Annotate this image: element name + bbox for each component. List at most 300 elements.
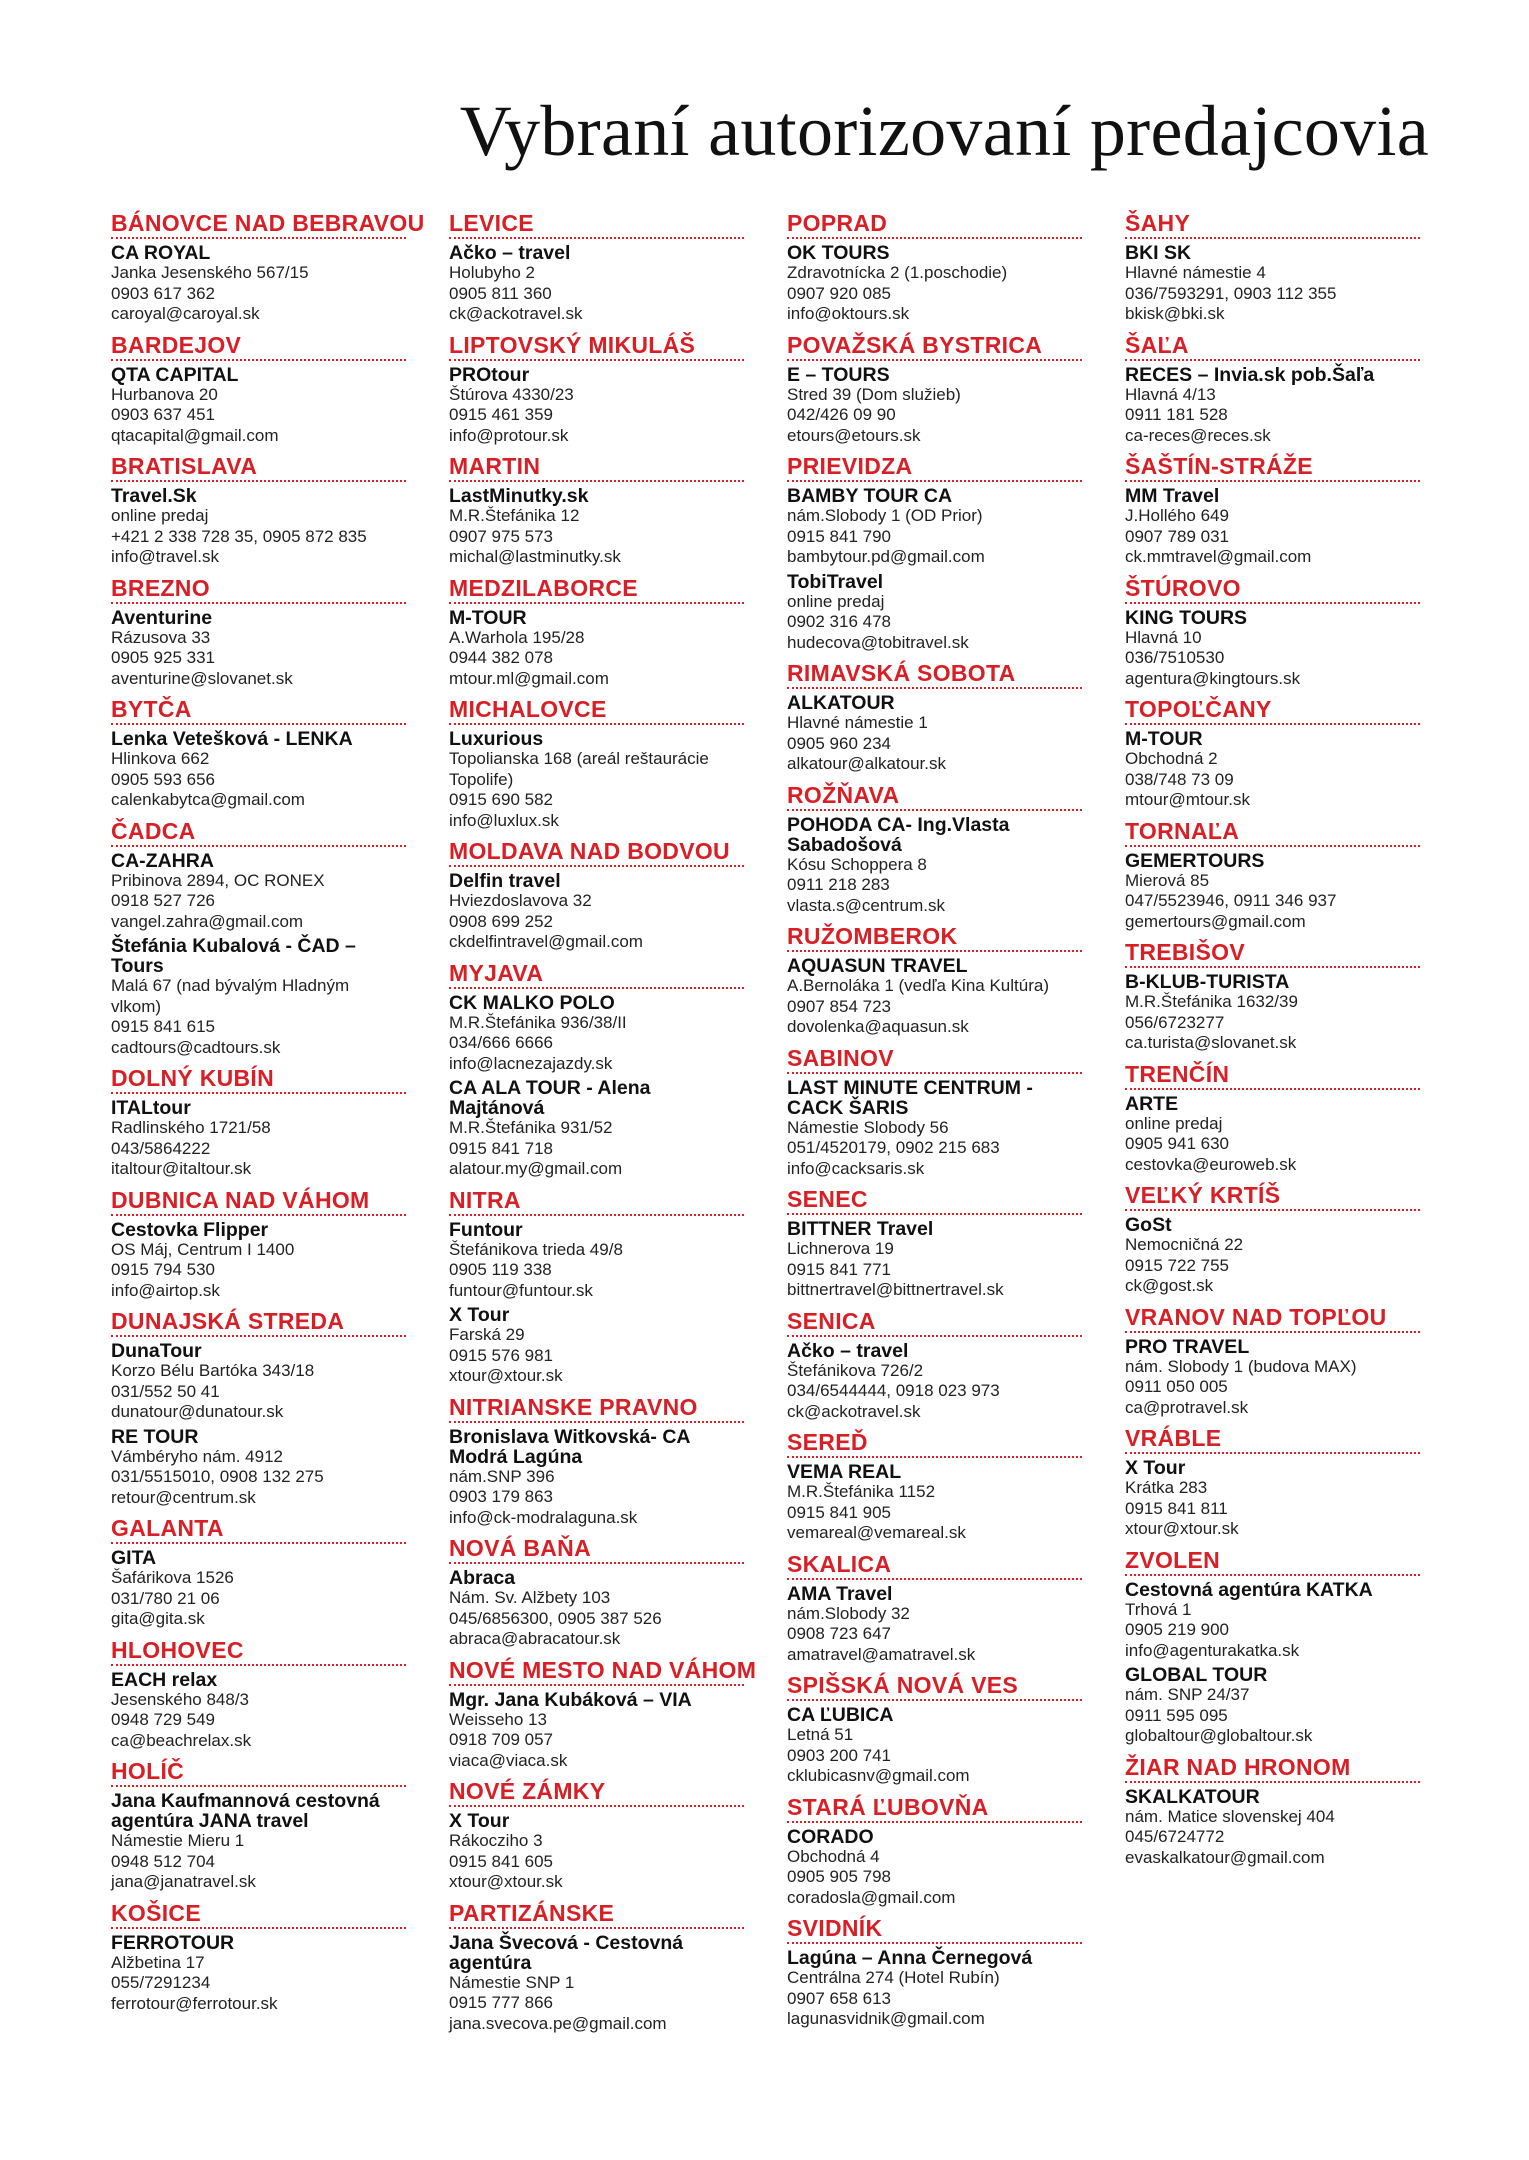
agency-entry — [449, 486, 744, 568]
city-heading: SENICA — [787, 1308, 1082, 1337]
agency-name: GITA — [111, 1547, 157, 1569]
agency-address: Rákocziho 3 — [449, 1831, 543, 1850]
city-heading: SKALICA — [787, 1551, 1082, 1580]
city-section — [1125, 939, 1420, 1054]
agency-name: X Tour — [449, 1810, 510, 1832]
city-section — [111, 1900, 406, 2015]
agency-name: MM Travel — [1125, 485, 1220, 507]
city-section — [449, 210, 744, 325]
agency-name: EACH relax — [111, 1668, 218, 1691]
agency-entry — [111, 608, 406, 690]
agency-name: Cestovka Flipper — [111, 1218, 269, 1241]
agency-entry — [787, 243, 1082, 325]
agency-email: ck@gost.sk — [1125, 1276, 1214, 1295]
agency-name: CA ALA TOUR - Alena Majtánová — [449, 1077, 651, 1119]
agency-entry — [111, 365, 406, 447]
agency-entry — [449, 993, 744, 1075]
agency-name: VEMA REAL — [787, 1461, 902, 1483]
agency-name: M-TOUR — [1125, 728, 1203, 750]
agency-name: CORADO — [787, 1825, 874, 1848]
city-heading: NOVÉ MESTO NAD VÁHOM — [449, 1657, 744, 1686]
agency-address: Korzo Bélu Bartóka 343/18 — [111, 1361, 315, 1380]
city-heading: VRÁBLE — [1125, 1425, 1420, 1454]
agency-phone: 0915 690 582 — [449, 790, 553, 809]
agency-name: B-KLUB-TURISTA — [1125, 971, 1290, 993]
city-section — [449, 838, 744, 953]
agency-entry — [1125, 1094, 1420, 1176]
agency-entry — [787, 1584, 1082, 1666]
city-heading: TOPOĽČANY — [1125, 696, 1420, 725]
agency-email: xtour@xtour.sk — [1125, 1519, 1239, 1538]
agency-phone: 0903 617 362 — [111, 283, 215, 303]
city-section — [1125, 1182, 1420, 1297]
agency-address: Mierová 85 — [1125, 870, 1210, 890]
agency-entry — [111, 1933, 406, 2015]
agency-email: evaskalkatour@gmail.com — [1125, 1847, 1325, 1867]
agency-name: Aventurine — [111, 606, 213, 629]
agency-phone: 0911 050 005 — [1125, 1377, 1228, 1396]
city-heading: LEVICE — [449, 210, 744, 239]
agency-phone: 0915 576 981 — [449, 1345, 553, 1365]
agency-entry — [111, 1670, 406, 1752]
agency-entry — [1125, 365, 1420, 447]
agency-phone: 0915 841 771 — [787, 1259, 891, 1279]
agency-entry — [449, 365, 744, 447]
city-section — [787, 1915, 1082, 2030]
agency-name: QTA CAPITAL — [111, 363, 239, 386]
agency-entry — [111, 729, 406, 811]
agency-address: Vámbéryho nám. 4912 — [111, 1446, 283, 1466]
agency-phone: 0915 841 905 — [787, 1502, 891, 1522]
agency-address: A.Warhola 195/28 — [449, 627, 585, 647]
agency-phone: 0915 794 530 — [111, 1260, 215, 1279]
agency-phone: 0905 119 338 — [449, 1260, 552, 1279]
agency-entry — [787, 1219, 1082, 1301]
agency-name: RE TOUR — [111, 1425, 199, 1448]
city-section — [111, 332, 406, 447]
agency-phone: 055/7291234 — [111, 1973, 211, 1992]
agency-entry — [1125, 1458, 1420, 1540]
agency-entry — [1125, 243, 1420, 325]
agency-email: etours@etours.sk — [787, 425, 921, 445]
city-section — [449, 453, 744, 568]
agency-entry — [111, 1427, 406, 1509]
city-section — [787, 453, 1082, 653]
agency-phone: 0907 789 031 — [1125, 526, 1229, 546]
agency-address: nám.Slobody 32 — [787, 1603, 910, 1623]
agency-phone: 0905 219 900 — [1125, 1620, 1229, 1639]
agency-entry — [449, 608, 744, 690]
city-heading: ŠAĽA — [1125, 332, 1420, 361]
agency-email: retour@centrum.sk — [111, 1487, 256, 1507]
agency-phone: 036/7593291, 0903 112 355 — [1125, 283, 1337, 303]
city-section — [449, 332, 744, 447]
agency-phone: 0905 925 331 — [111, 648, 215, 667]
agency-email: ferrotour@ferrotour.sk — [111, 1993, 278, 2013]
agency-entry — [787, 1705, 1082, 1787]
agency-name: CA ĽUBICA — [787, 1704, 894, 1726]
city-section — [1125, 1425, 1420, 1540]
agency-entry — [449, 1305, 744, 1387]
agency-email: qtacapital@gmail.com — [111, 425, 279, 445]
city-heading: RUŽOMBEROK — [787, 923, 1082, 952]
city-section — [787, 660, 1082, 775]
agency-email: ck@ackotravel.sk — [787, 1401, 921, 1421]
agency-name: ITALtour — [111, 1097, 191, 1119]
city-heading: BREZNO — [111, 575, 406, 604]
agency-email: info@travel.sk — [111, 547, 219, 566]
agency-email: cadtours@cadtours.sk — [111, 1037, 281, 1057]
city-heading: SABINOV — [787, 1045, 1082, 1074]
agency-name: BKI SK — [1125, 242, 1192, 264]
agency-phone: 0907 975 573 — [449, 526, 553, 546]
agency-email: mtour@mtour.sk — [1125, 790, 1250, 809]
city-heading: HLOHOVEC — [111, 1637, 406, 1666]
agency-entry — [111, 1341, 406, 1423]
city-heading: BÁNOVCE NAD BEBRAVOU — [111, 210, 406, 239]
agency-address: Janka Jesenského 567/15 — [111, 263, 309, 282]
city-section — [787, 210, 1082, 325]
agency-address: online predaj — [111, 506, 209, 525]
city-heading: MARTIN — [449, 453, 744, 482]
city-heading: KOŠICE — [111, 1900, 406, 1929]
city-section — [111, 210, 425, 325]
agency-detail: vlkom) — [111, 996, 162, 1016]
agency-phone: 0918 527 726 — [111, 891, 215, 910]
city-section — [787, 1045, 1082, 1180]
agency-address: Štúrova 4330/23 — [449, 384, 574, 404]
city-section — [449, 575, 744, 690]
city-heading: POVAŽSKÁ BYSTRICA — [787, 332, 1082, 361]
agency-name: Ačko – travel — [449, 242, 571, 264]
agency-address: M.R.Štefánika 1632/39 — [1125, 992, 1298, 1011]
agency-entry — [449, 729, 744, 831]
agency-phone: 0918 709 057 — [449, 1730, 553, 1749]
column-4 — [1125, 210, 1420, 1875]
agency-name: Abraca — [449, 1567, 516, 1589]
agency-email: bkisk@bki.sk — [1125, 304, 1225, 323]
agency-address: Obchodná 4 — [787, 1846, 880, 1866]
city-heading: MYJAVA — [449, 960, 744, 989]
agency-name: CA ROYAL — [111, 242, 211, 264]
agency-name: TobiTravel — [787, 570, 884, 593]
agency-email: lagunasvidnik@gmail.com — [787, 2009, 985, 2028]
agency-address: Hlinkova 662 — [111, 749, 210, 768]
city-heading: NOVÁ BAŇA — [449, 1535, 744, 1564]
agency-phone: 0905 905 798 — [787, 1867, 891, 1886]
agency-phone: 042/426 09 90 — [787, 405, 896, 424]
agency-name: CA-ZAHRA — [111, 849, 214, 872]
agency-phone: 0907 658 613 — [787, 1988, 891, 2008]
agency-name: DunaTour — [111, 1340, 202, 1362]
agency-phone: 0911 181 528 — [1125, 405, 1228, 424]
agency-email: gita@gita.sk — [111, 1609, 205, 1628]
city-section — [1125, 1304, 1420, 1419]
agency-address: A.Bernoláka 1 (vedľa Kina Kultúra) — [787, 976, 1049, 995]
agency-address: nám.Slobody 1 (OD Prior) — [787, 506, 983, 525]
agency-detail: Topolife) — [449, 769, 514, 789]
city-heading: LIPTOVSKÝ MIKULÁŠ — [449, 332, 744, 361]
city-heading: PARTIZÁNSKE — [449, 1900, 744, 1929]
city-heading: DUBNICA NAD VÁHOM — [111, 1187, 406, 1216]
city-heading: POPRAD — [787, 210, 1082, 239]
agency-name: Lenka Vetešková - LENKA — [111, 728, 353, 750]
agency-address: Hlavné námestie 4 — [1125, 263, 1266, 282]
agency-email: info@ck-modralaguna.sk — [449, 1507, 638, 1527]
agency-address: Obchodná 2 — [1125, 749, 1218, 768]
city-heading: TORNAĽA — [1125, 818, 1420, 847]
agency-address: Farská 29 — [449, 1325, 525, 1344]
agency-address: Nám. Sv. Alžbety 103 — [449, 1588, 611, 1607]
agency-phone: 047/5523946, 0911 346 937 — [1125, 891, 1337, 910]
page-title: Vybraní autorizovaní predajcovia — [459, 91, 1429, 171]
agency-address: Hviezdoslavova 32 — [449, 891, 592, 910]
agency-address: Hurbanova 20 — [111, 384, 218, 404]
agency-address: M.R.Štefánika 1152 — [787, 1482, 936, 1501]
agency-name: AQUASUN TRAVEL — [787, 955, 968, 977]
agency-email: bittnertravel@bittnertravel.sk — [787, 1280, 1004, 1299]
city-heading: SEREĎ — [787, 1429, 1082, 1458]
agency-entry — [449, 1078, 744, 1180]
agency-address: Štefánikova trieda 49/8 — [449, 1239, 623, 1259]
city-heading: ŠAŠTÍN-STRÁŽE — [1125, 453, 1420, 482]
agency-entry — [111, 243, 406, 325]
agency-email: dovolenka@aquasun.sk — [787, 1017, 969, 1036]
agency-name: OK TOURS — [787, 242, 890, 264]
agency-name: RECES – Invia.sk pob.Šaľa — [1125, 363, 1375, 386]
agency-email: jana@janatravel.sk — [111, 1872, 256, 1891]
agency-email: ca-reces@reces.sk — [1125, 425, 1271, 445]
city-section — [449, 1656, 757, 1772]
agency-email: cestovka@euroweb.sk — [1125, 1154, 1297, 1174]
agency-name: BITTNER Travel — [787, 1218, 934, 1240]
agency-phone: 0911 218 283 — [787, 875, 890, 894]
agency-entry — [449, 1811, 744, 1893]
agency-name: KING TOURS — [1125, 606, 1248, 629]
agency-address: nám. Slobody 1 (budova MAX) — [1125, 1356, 1357, 1376]
city-section — [111, 575, 406, 690]
agency-name: Jana Švecová - Cestovná agentúra — [449, 1931, 684, 1974]
agency-address: online predaj — [787, 591, 885, 611]
agency-email: alatour.my@gmail.com — [449, 1159, 623, 1178]
agency-email: info@lacnezajazdy.sk — [449, 1053, 613, 1073]
city-section — [787, 1429, 1082, 1544]
city-heading: SPIŠSKÁ NOVÁ VES — [787, 1672, 1082, 1701]
city-section — [449, 1900, 744, 2035]
agency-email: jana.svecova.pe@gmail.com — [449, 2013, 667, 2033]
agency-email: caroyal@caroyal.sk — [111, 304, 260, 323]
agency-phone: 0907 920 085 — [787, 283, 891, 303]
city-section — [111, 1637, 406, 1752]
agency-email: abraca@abracatour.sk — [449, 1629, 621, 1648]
agency-address: Rázusova 33 — [111, 627, 211, 647]
city-section — [111, 1515, 406, 1630]
city-section — [787, 782, 1082, 917]
agency-name: SKALKATOUR — [1125, 1785, 1260, 1808]
city-heading: MICHALOVCE — [449, 696, 744, 725]
agency-name: PRO TRAVEL — [1125, 1335, 1250, 1358]
city-heading: BARDEJOV — [111, 332, 406, 361]
agency-entry — [1125, 486, 1420, 568]
column-3 — [787, 210, 1082, 2037]
agency-entry — [449, 871, 744, 953]
agency-entry — [787, 1462, 1082, 1544]
city-heading: ŠAHY — [1125, 210, 1420, 239]
agency-phone: 045/6856300, 0905 387 526 — [449, 1608, 662, 1628]
agency-address: Holubyho 2 — [449, 263, 536, 282]
agency-address: M.R.Štefánika 931/52 — [449, 1118, 613, 1137]
city-section — [1125, 696, 1420, 811]
agency-name: BAMBY TOUR CA — [787, 485, 953, 507]
agency-phone: 0905 593 656 — [111, 769, 215, 789]
agency-phone: 036/7510530 — [1125, 648, 1225, 667]
agency-phone: 0915 841 718 — [449, 1138, 553, 1158]
agency-entry — [787, 1948, 1082, 2030]
agency-entry — [787, 572, 1082, 654]
agency-entry — [111, 486, 406, 568]
city-section — [449, 1778, 744, 1893]
agency-entry — [787, 486, 1082, 568]
agency-address: Hlavná 4/13 — [1125, 384, 1216, 404]
agency-entry — [1125, 1337, 1420, 1419]
agency-email: xtour@xtour.sk — [449, 1872, 563, 1891]
agency-name: M-TOUR — [449, 606, 527, 629]
agency-name: Jana Kaufmannová cestovná agentúra JANA travel — [111, 1790, 380, 1832]
agency-phone: 034/6544444, 0918 023 973 — [787, 1381, 1000, 1400]
agency-phone: 0944 382 078 — [449, 648, 553, 667]
city-heading: MEDZILABORCE — [449, 575, 744, 604]
city-section — [1125, 1547, 1420, 1747]
agency-entry — [787, 1078, 1082, 1180]
agency-name: Mgr. Jana Kubáková – VIA — [449, 1688, 692, 1711]
agency-name: FERROTOUR — [111, 1931, 235, 1954]
agency-entry — [449, 243, 744, 325]
agency-phone: 031/552 50 41 — [111, 1381, 220, 1401]
city-section — [449, 696, 744, 831]
agency-phone: 0908 699 252 — [449, 911, 553, 931]
agency-address: Krátka 283 — [1125, 1478, 1208, 1497]
column-2 — [449, 210, 757, 2041]
city-section — [449, 1187, 744, 1387]
agency-entry — [787, 815, 1082, 917]
agency-address: M.R.Štefánika 12 — [449, 506, 580, 525]
agency-address: M.R.Štefánika 936/38/II — [449, 1012, 627, 1032]
agency-name: ARTE — [1125, 1092, 1179, 1115]
agency-email: italtour@italtour.sk — [111, 1159, 252, 1178]
agency-name: CK MALKO POLO — [449, 991, 615, 1014]
agency-entry — [111, 1220, 406, 1302]
city-section — [449, 960, 744, 1180]
agency-phone: 0905 960 234 — [787, 733, 891, 753]
agency-address: Námestie Mieru 1 — [111, 1831, 245, 1850]
city-heading: ZVOLEN — [1125, 1547, 1420, 1576]
agency-address: nám. SNP 24/37 — [1125, 1685, 1250, 1704]
agency-email: ckdelfintravel@gmail.com — [449, 932, 643, 951]
agency-email: aventurine@slovanet.sk — [111, 668, 293, 688]
agency-entry — [1125, 729, 1420, 811]
agency-email: alkatour@alkatour.sk — [787, 754, 947, 773]
agency-phone: 0905 811 360 — [449, 283, 552, 303]
city-heading: SENEC — [787, 1186, 1082, 1215]
agency-email: viaca@viaca.sk — [449, 1750, 568, 1770]
city-heading: MOLDAVA NAD BODVOU — [449, 838, 744, 867]
city-section — [111, 818, 406, 1059]
agency-entry — [1125, 1215, 1420, 1297]
agency-name: Štefánia Kubalová - ČAD – Tours — [111, 935, 356, 977]
city-heading: BRATISLAVA — [111, 453, 406, 482]
city-section — [787, 1186, 1082, 1301]
agency-entry — [449, 1220, 744, 1302]
agency-entry — [1125, 608, 1420, 690]
city-heading: TREBIŠOV — [1125, 939, 1420, 968]
city-section — [1125, 210, 1420, 325]
agency-name: X Tour — [1125, 1457, 1186, 1479]
agency-phone: 038/748 73 09 — [1125, 769, 1234, 789]
agency-email: info@protour.sk — [449, 425, 569, 445]
agency-name: LastMinutky.sk — [449, 485, 589, 507]
agency-address: Radlinského 1721/58 — [111, 1118, 271, 1137]
city-heading: NITRA — [449, 1187, 744, 1216]
agency-entry — [449, 1568, 744, 1650]
city-section — [449, 1394, 744, 1529]
agency-entry — [449, 1933, 744, 2035]
city-section — [111, 1187, 406, 1302]
agency-phone: 0903 200 741 — [787, 1745, 891, 1765]
city-heading: VRANOV NAD TOPĽOU — [1125, 1304, 1420, 1333]
city-heading: PRIEVIDZA — [787, 453, 1082, 482]
agency-address: Stred 39 (Dom služieb) — [787, 384, 961, 404]
agency-entry — [449, 1690, 744, 1772]
city-heading: RIMAVSKÁ SOBOTA — [787, 660, 1082, 689]
agency-email: info@oktours.sk — [787, 304, 910, 323]
agency-phone: 0915 841 811 — [1125, 1498, 1228, 1518]
city-heading: ŠTÚROVO — [1125, 575, 1420, 604]
agency-address: Malá 67 (nad bývalým Hladným — [111, 976, 350, 995]
city-section — [787, 1672, 1082, 1787]
city-section — [111, 1758, 406, 1893]
column-1 — [111, 210, 425, 2021]
agency-phone: 056/6723277 — [1125, 1012, 1225, 1032]
agency-address: Nemocničná 22 — [1125, 1235, 1244, 1254]
agency-address: Pribinova 2894, OC RONEX — [111, 870, 325, 890]
city-section — [111, 1308, 406, 1508]
agency-email: cklubicasnv@gmail.com — [787, 1766, 970, 1785]
agency-email: info@agenturakatka.sk — [1125, 1640, 1300, 1660]
agency-address: Jesenského 848/3 — [111, 1689, 249, 1709]
city-section — [1125, 575, 1420, 690]
agency-phone: 0948 512 704 — [111, 1851, 215, 1871]
agency-name: Funtour — [449, 1218, 523, 1241]
agency-phone: 0903 637 451 — [111, 405, 215, 424]
agency-entry — [787, 1341, 1082, 1423]
city-section — [111, 1065, 406, 1180]
city-section — [787, 1794, 1082, 1909]
city-section — [1125, 1754, 1420, 1869]
agency-name: Luxurious — [449, 728, 544, 750]
agency-name: GEMERTOURS — [1125, 849, 1265, 872]
city-section — [111, 453, 406, 568]
agency-entry — [111, 851, 406, 933]
agency-phone: 0908 723 647 — [787, 1624, 891, 1643]
agency-phone: 0915 841 790 — [787, 526, 891, 546]
agency-address: Zdravotnícka 2 (1.poschodie) — [787, 263, 1008, 282]
agency-address: Topolianska 168 (areál reštaurácie — [449, 749, 709, 768]
agency-address: Letná 51 — [787, 1725, 854, 1744]
city-section — [1125, 818, 1420, 933]
agency-entry — [1125, 1580, 1420, 1662]
agency-address: Lichnerova 19 — [787, 1239, 894, 1258]
agency-phone: 0915 722 755 — [1125, 1255, 1229, 1275]
